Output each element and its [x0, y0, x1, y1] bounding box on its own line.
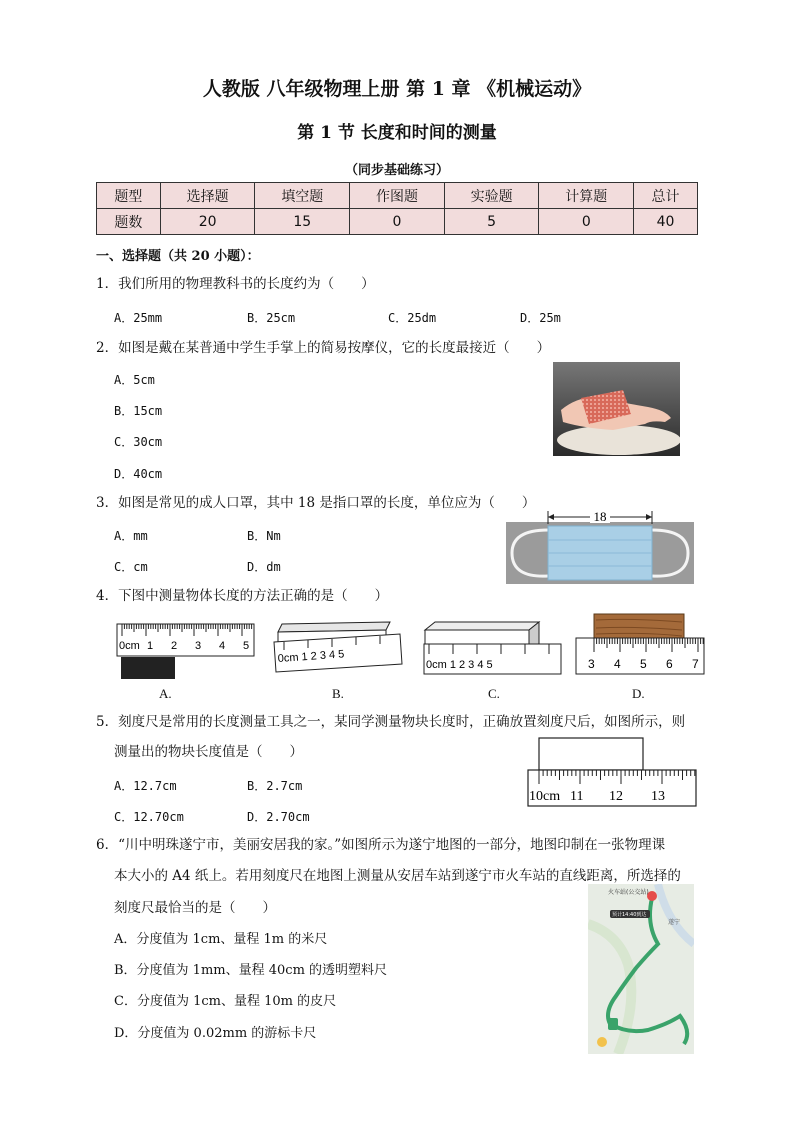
svg-text:0cm: 0cm [119, 640, 140, 652]
q5-stem-line2: 测量出的物块长度值是（ ） [114, 744, 303, 760]
q4-stem: 4．下图中测量物体长度的方法正确的是（ ） [96, 588, 389, 604]
q3-stem: 3．如图是常见的成人口罩，其中 18 是指口罩的长度，单位应为（ ） [96, 495, 536, 511]
svg-text:0cm 1 2 3 4 5: 0cm 1 2 3 4 5 [426, 659, 493, 671]
q3-option-d[interactable]: D．dm [247, 560, 281, 574]
block-ruler-figure [527, 736, 697, 808]
stats-cell: 实验题 [444, 183, 539, 209]
ruler-figure-b [268, 620, 404, 682]
face-mask-image [506, 508, 694, 584]
q2-option-d[interactable]: D．40cm [114, 467, 163, 481]
question-stats-table [96, 182, 698, 235]
stats-cell: 填空题 [255, 183, 350, 209]
q3-option-b[interactable]: B．Nm [247, 529, 281, 543]
svg-text:5: 5 [243, 640, 250, 652]
q3-option-a[interactable]: A．mm [114, 529, 148, 543]
svg-text:3: 3 [195, 640, 202, 652]
q6-stem-line2: 本大小的 A4 纸上。若用刻度尺在地图上测量从安居车站到遂宁市火车站的直线距离，所选择的 [114, 868, 681, 884]
stats-count-row [97, 209, 698, 235]
q2-stem: 2．如图是戴在某普通中学生手掌上的简易按摩仪，它的长度最接近（ ） [96, 340, 551, 356]
mask-length-label: 18 [593, 509, 607, 524]
svg-text:7: 7 [692, 657, 699, 671]
q6-option-b[interactable]: B．分度值为 1mm、量程 40cm 的透明塑料尺 [114, 963, 388, 978]
svg-text:4: 4 [614, 657, 621, 671]
figure-caption-b[interactable]: B. [332, 686, 344, 701]
q5-option-b[interactable]: B．2.7cm [247, 779, 303, 793]
q6-stem-line3: 刻度尺最恰当的是（ ） [114, 900, 276, 916]
q2-option-c[interactable]: C．30cm [114, 435, 163, 449]
svg-text:3: 3 [588, 657, 595, 671]
q6-option-d[interactable]: D．分度值为 0.02mm 的游标卡尺 [114, 1026, 317, 1041]
svg-text:4: 4 [219, 640, 226, 652]
figure-caption-c[interactable]: C. [488, 686, 500, 701]
map-eta-label: 预计14:40到达 [612, 912, 647, 918]
svg-text:11: 11 [570, 789, 584, 804]
stats-cell: 选择题 [160, 183, 255, 209]
stats-cell: 5 [444, 209, 539, 235]
svg-text:1: 1 [147, 640, 154, 652]
stats-cell: 20 [160, 209, 255, 235]
svg-text:12: 12 [609, 789, 623, 804]
svg-text:6: 6 [666, 657, 673, 671]
q6-option-c[interactable]: C．分度值为 1cm、量程 10m 的皮尺 [114, 994, 337, 1009]
q5-stem-line1: 5．刻度尺是常用的长度测量工具之一，某同学测量物块长度时，正确放置刻度尺后，如图所示，则 [96, 714, 686, 730]
q1-option-a[interactable]: A．25mm [114, 311, 163, 325]
svg-text:13: 13 [651, 789, 665, 804]
stats-cell: 题型 [97, 183, 161, 209]
massager-hand-image [553, 362, 680, 456]
stats-cell: 总计 [634, 183, 698, 209]
practice-tag: （同步基础练习） [344, 163, 449, 178]
svg-text:0cm 1 2 3 4 5: 0cm 1 2 3 4 5 [277, 648, 345, 665]
q3-option-c[interactable]: C．cm [114, 560, 148, 574]
suining-map-image [588, 884, 694, 1054]
ruler-figure-d [574, 612, 708, 682]
stats-cell: 题数 [97, 209, 161, 235]
stats-cell: 计算题 [539, 183, 634, 209]
stats-cell: 作图题 [350, 183, 445, 209]
q1-option-d[interactable]: D．25m [520, 311, 561, 325]
page-title: 人教版 八年级物理上册 第 1 章 《机械运动》 [202, 78, 592, 100]
q1-stem: 1．我们所用的物理教科书的长度约为（ ） [96, 276, 375, 292]
stats-header-row [97, 183, 698, 209]
stats-cell: 15 [255, 209, 350, 235]
q1-option-b[interactable]: B．25cm [247, 311, 296, 325]
figure-caption-d[interactable]: D. [632, 686, 645, 701]
svg-text:10cm: 10cm [529, 789, 561, 804]
svg-text:2: 2 [171, 640, 178, 652]
q6-stem-line1: 6．“川中明珠遂宁市，美丽安居我的家。”如图所示为遂宁地图的一部分，地图印制在一张物理课 [96, 837, 666, 853]
ruler-figure-a [116, 622, 256, 682]
stats-cell: 40 [634, 209, 698, 235]
map-city-label: 遂宁 [668, 919, 681, 926]
q5-option-a[interactable]: A．12.7cm [114, 779, 177, 793]
stats-cell: 0 [350, 209, 445, 235]
q6-option-a[interactable]: A．分度值为 1cm、量程 1m 的米尺 [114, 932, 328, 947]
q5-option-c[interactable]: C．12.70cm [114, 810, 184, 824]
map-station-label: 火车站(公交站) [608, 889, 649, 896]
stats-cell: 0 [539, 209, 634, 235]
q1-option-c[interactable]: C．25dm [388, 311, 437, 325]
ruler-figure-c [423, 620, 563, 682]
figure-caption-a[interactable]: A. [159, 686, 172, 701]
q2-option-b[interactable]: B．15cm [114, 404, 163, 418]
q5-option-d[interactable]: D．2.70cm [247, 810, 310, 824]
q2-option-a[interactable]: A．5cm [114, 373, 155, 387]
section-subtitle: 第 1 节 长度和时间的测量 [297, 123, 497, 143]
svg-text:5: 5 [640, 657, 647, 671]
section-heading: 一、选择题（共 20 小题）： [96, 249, 260, 264]
